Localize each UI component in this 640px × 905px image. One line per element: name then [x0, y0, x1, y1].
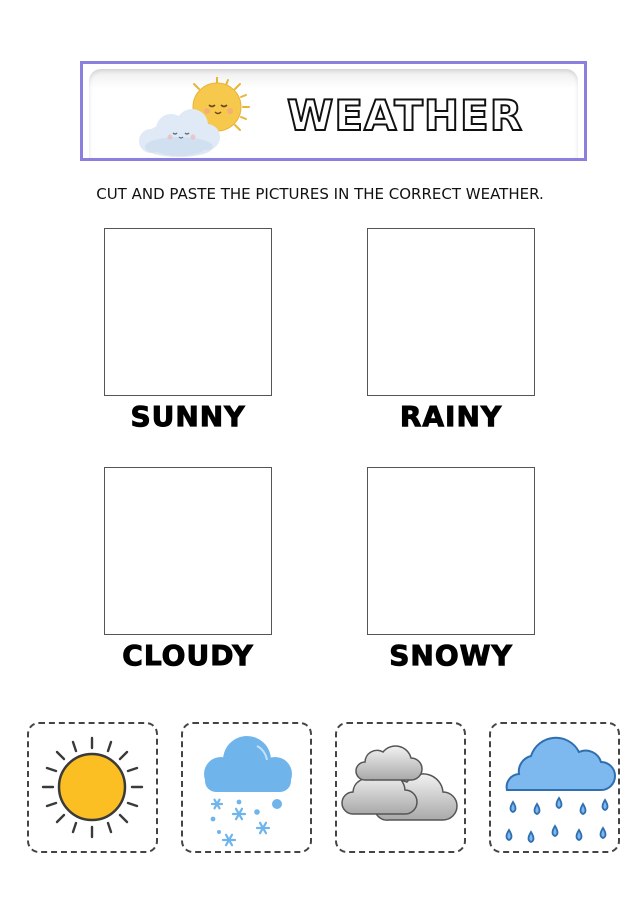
rain-cloud-icon: [491, 724, 618, 851]
instructions-text: CUT AND PASTE THE PICTURES IN THE CORRECT WEATHER.: [96, 185, 544, 203]
label-sunny: SUNNY: [130, 400, 246, 433]
page-title: WEATHER: [287, 91, 524, 140]
title-banner: [80, 61, 587, 161]
sun-behind-cloud-icon: [137, 77, 257, 165]
paste-box-cloudy[interactable]: [104, 467, 272, 635]
label-rainy: RAINY: [399, 400, 503, 433]
cutout-card-sun[interactable]: [27, 722, 158, 853]
cutout-card-snow-cloud[interactable]: [181, 722, 312, 853]
snow-cloud-icon: [183, 724, 310, 851]
label-snowy: SNOWY: [389, 639, 513, 672]
cutout-card-rain-cloud[interactable]: [489, 722, 620, 853]
sun-icon: [29, 724, 156, 851]
title-banner-inner: [89, 69, 578, 158]
paste-box-snowy[interactable]: [367, 467, 535, 635]
cutout-card-clouds[interactable]: [335, 722, 466, 853]
paste-box-rainy[interactable]: [367, 228, 535, 396]
paste-box-sunny[interactable]: [104, 228, 272, 396]
clouds-icon: [337, 724, 464, 851]
label-cloudy: CLOUDY: [122, 639, 254, 672]
